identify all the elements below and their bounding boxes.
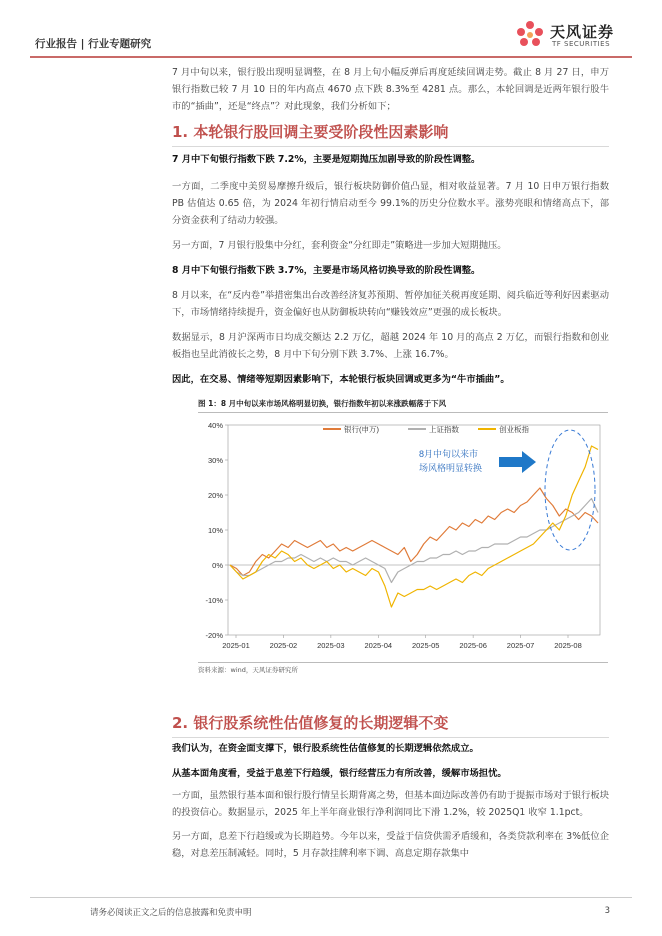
market-style-line-chart xyxy=(198,415,608,660)
section-1-body xyxy=(172,151,609,388)
y-tick-label: -20% xyxy=(205,631,223,640)
x-tick-label: 2025-03 xyxy=(317,641,345,650)
header-divider xyxy=(30,56,632,58)
y-tick-label: 40% xyxy=(207,421,223,430)
x-tick-label: 2025-04 xyxy=(364,641,393,650)
intro-block xyxy=(172,64,609,115)
x-tick-label: 2025-08 xyxy=(554,641,582,650)
x-tick-label: 2025-01 xyxy=(222,641,250,650)
series-line-2 xyxy=(230,499,598,583)
x-tick-label: 2025-05 xyxy=(411,641,440,650)
footer-disclaimer: 请务必阅读正文之后的信息披露和免责申明 xyxy=(90,908,252,918)
section-1-paragraph-3: 另一方面，7 月银行股集中分红，套利资金“分红即走”策略进一步加大短期抛压。 xyxy=(172,240,507,251)
section-1-paragraph-6: 数据显示，8 月沪深两市日均成交额达 2.2 万亿，超越 2024 年 10 月的高点 2 万亿，而银行指数和创业板指也呈此消彼长之势，8 月中下旬分别下跌 3.7%、上涨 16.7%。 xyxy=(172,332,609,360)
y-tick-label: 10% xyxy=(207,526,223,535)
y-tick-label: 20% xyxy=(207,491,223,500)
x-tick-label: 2025-07 xyxy=(506,641,535,650)
legend-label: 上证指数 xyxy=(429,425,459,434)
y-tick-label: 30% xyxy=(207,456,223,465)
section-1-conclusion: 因此，在交易、情绪等短期因素影响下，本轮银行板块回调或更多为“牛市插曲”。 xyxy=(172,374,510,385)
section-2-lead-2: 从基本面角度看，受益于息差下行趋缓，银行经营压力有所改善，缓解市场担忧。 xyxy=(172,768,507,779)
annotation-line-2: 场风格明显转换 xyxy=(419,463,483,473)
annotation-line-1: 8月中旬以来市 xyxy=(419,449,479,459)
y-tick-label: -10% xyxy=(205,596,223,605)
section-1-lead-1: 7 月中下旬银行指数下跌 7.2%，主要是短期抛压加剧导致的阶段性调整。 xyxy=(172,154,481,165)
section-2-paragraph-4: 另一方面，息差下行趋缓或为长期趋势。今年以来，受益于信贷供需矛盾缓和，各类贷款利率在 3%低位企稳，对息差压制减轻。同时，5 月存款挂牌利率下调、高息定期存款集中 xyxy=(172,831,609,859)
section-2-paragraph-3: 一方面，虽然银行基本面和银行股行情呈长期背离之势，但基本面边际改善仍有助于提振市场对于银行板块的投资信心。数据显示，2025 年上半年商业银行净利润同比下滑 1.2%，较 2025Q1 收窄 1.1pct。 xyxy=(172,790,609,818)
figure-bottom-rule xyxy=(198,662,608,663)
y-tick-label: 0% xyxy=(212,561,223,570)
footer-divider xyxy=(30,897,632,898)
section-2-title: 2. 银行股系统性估值修复的长期逻辑不变 xyxy=(172,712,609,738)
figure-source: 资料来源：wind，天风证券研究所 xyxy=(198,666,298,674)
legend-label: 银行(申万) xyxy=(344,425,379,434)
highlight-ellipse xyxy=(545,430,595,550)
petal-logo-icon xyxy=(512,18,548,54)
section-1-lead-2: 8 月中下旬银行指数下跌 3.7%，主要是市场风格切换导致的阶段性调整。 xyxy=(172,265,481,276)
brand-logo xyxy=(512,18,632,54)
legend-label: 创业板指 xyxy=(499,425,529,434)
logo-chinese-name: 天风证券 xyxy=(550,23,615,41)
series-line-3 xyxy=(230,446,598,607)
section-1-title: 1. 本轮银行股回调主要受阶段性因素影响 xyxy=(172,121,609,147)
intro-paragraph: 7 月中旬以来，银行股出现明显调整，在 8 月上旬小幅反弹后再度延续回调走势。截止 8 月 27 日，申万银行指数已较 7 月 10 日的年内高点 4670 点下跌 8.3%至 4281 点。那么，本轮回调是近两年银行股牛市的“插曲”，还是“终点”？对此现象，我们分析如下； xyxy=(172,67,609,112)
annotation-arrow-icon xyxy=(499,451,536,473)
series-line-1 xyxy=(230,488,598,576)
section-2-body xyxy=(172,740,609,862)
section-2-lead-1: 我们认为，在资金面支撑下，银行股系统性估值修复的长期逻辑依然成立。 xyxy=(172,743,479,754)
figure-caption: 图 1：8 月中旬以来市场风格明显切换，银行指数年初以来涨跌幅落于下风 xyxy=(198,398,608,413)
section-1-paragraph-5: 8 月以来，在“反内卷”举措密集出台改善经济复苏预期、暂停加征关税再度延期、阅兵临近等利好因素驱动下，市场情绪持续提升，资金偏好也从防御板块转向“赚钱效应”更强的成长板块。 xyxy=(172,290,609,318)
logo-english-name: TF SECURITIES xyxy=(552,40,611,48)
report-category: 行业报告 | 行业专题研究 xyxy=(35,38,152,50)
x-tick-label: 2025-02 xyxy=(269,641,298,650)
x-tick-label: 2025-06 xyxy=(459,641,487,650)
page-number: 3 xyxy=(604,906,610,916)
section-1-paragraph-2: 一方面，二季度中美贸易摩擦升级后，银行板块防御价值凸显，相对收益显著。7 月 10 日申万银行指数 PB 估值达 0.65 倍，为 2024 年初行情启动至今 99.1%的历史分位数水平。涨势亮眼和情绪高点下，部分资金获利了结动力较强。 xyxy=(172,181,609,226)
